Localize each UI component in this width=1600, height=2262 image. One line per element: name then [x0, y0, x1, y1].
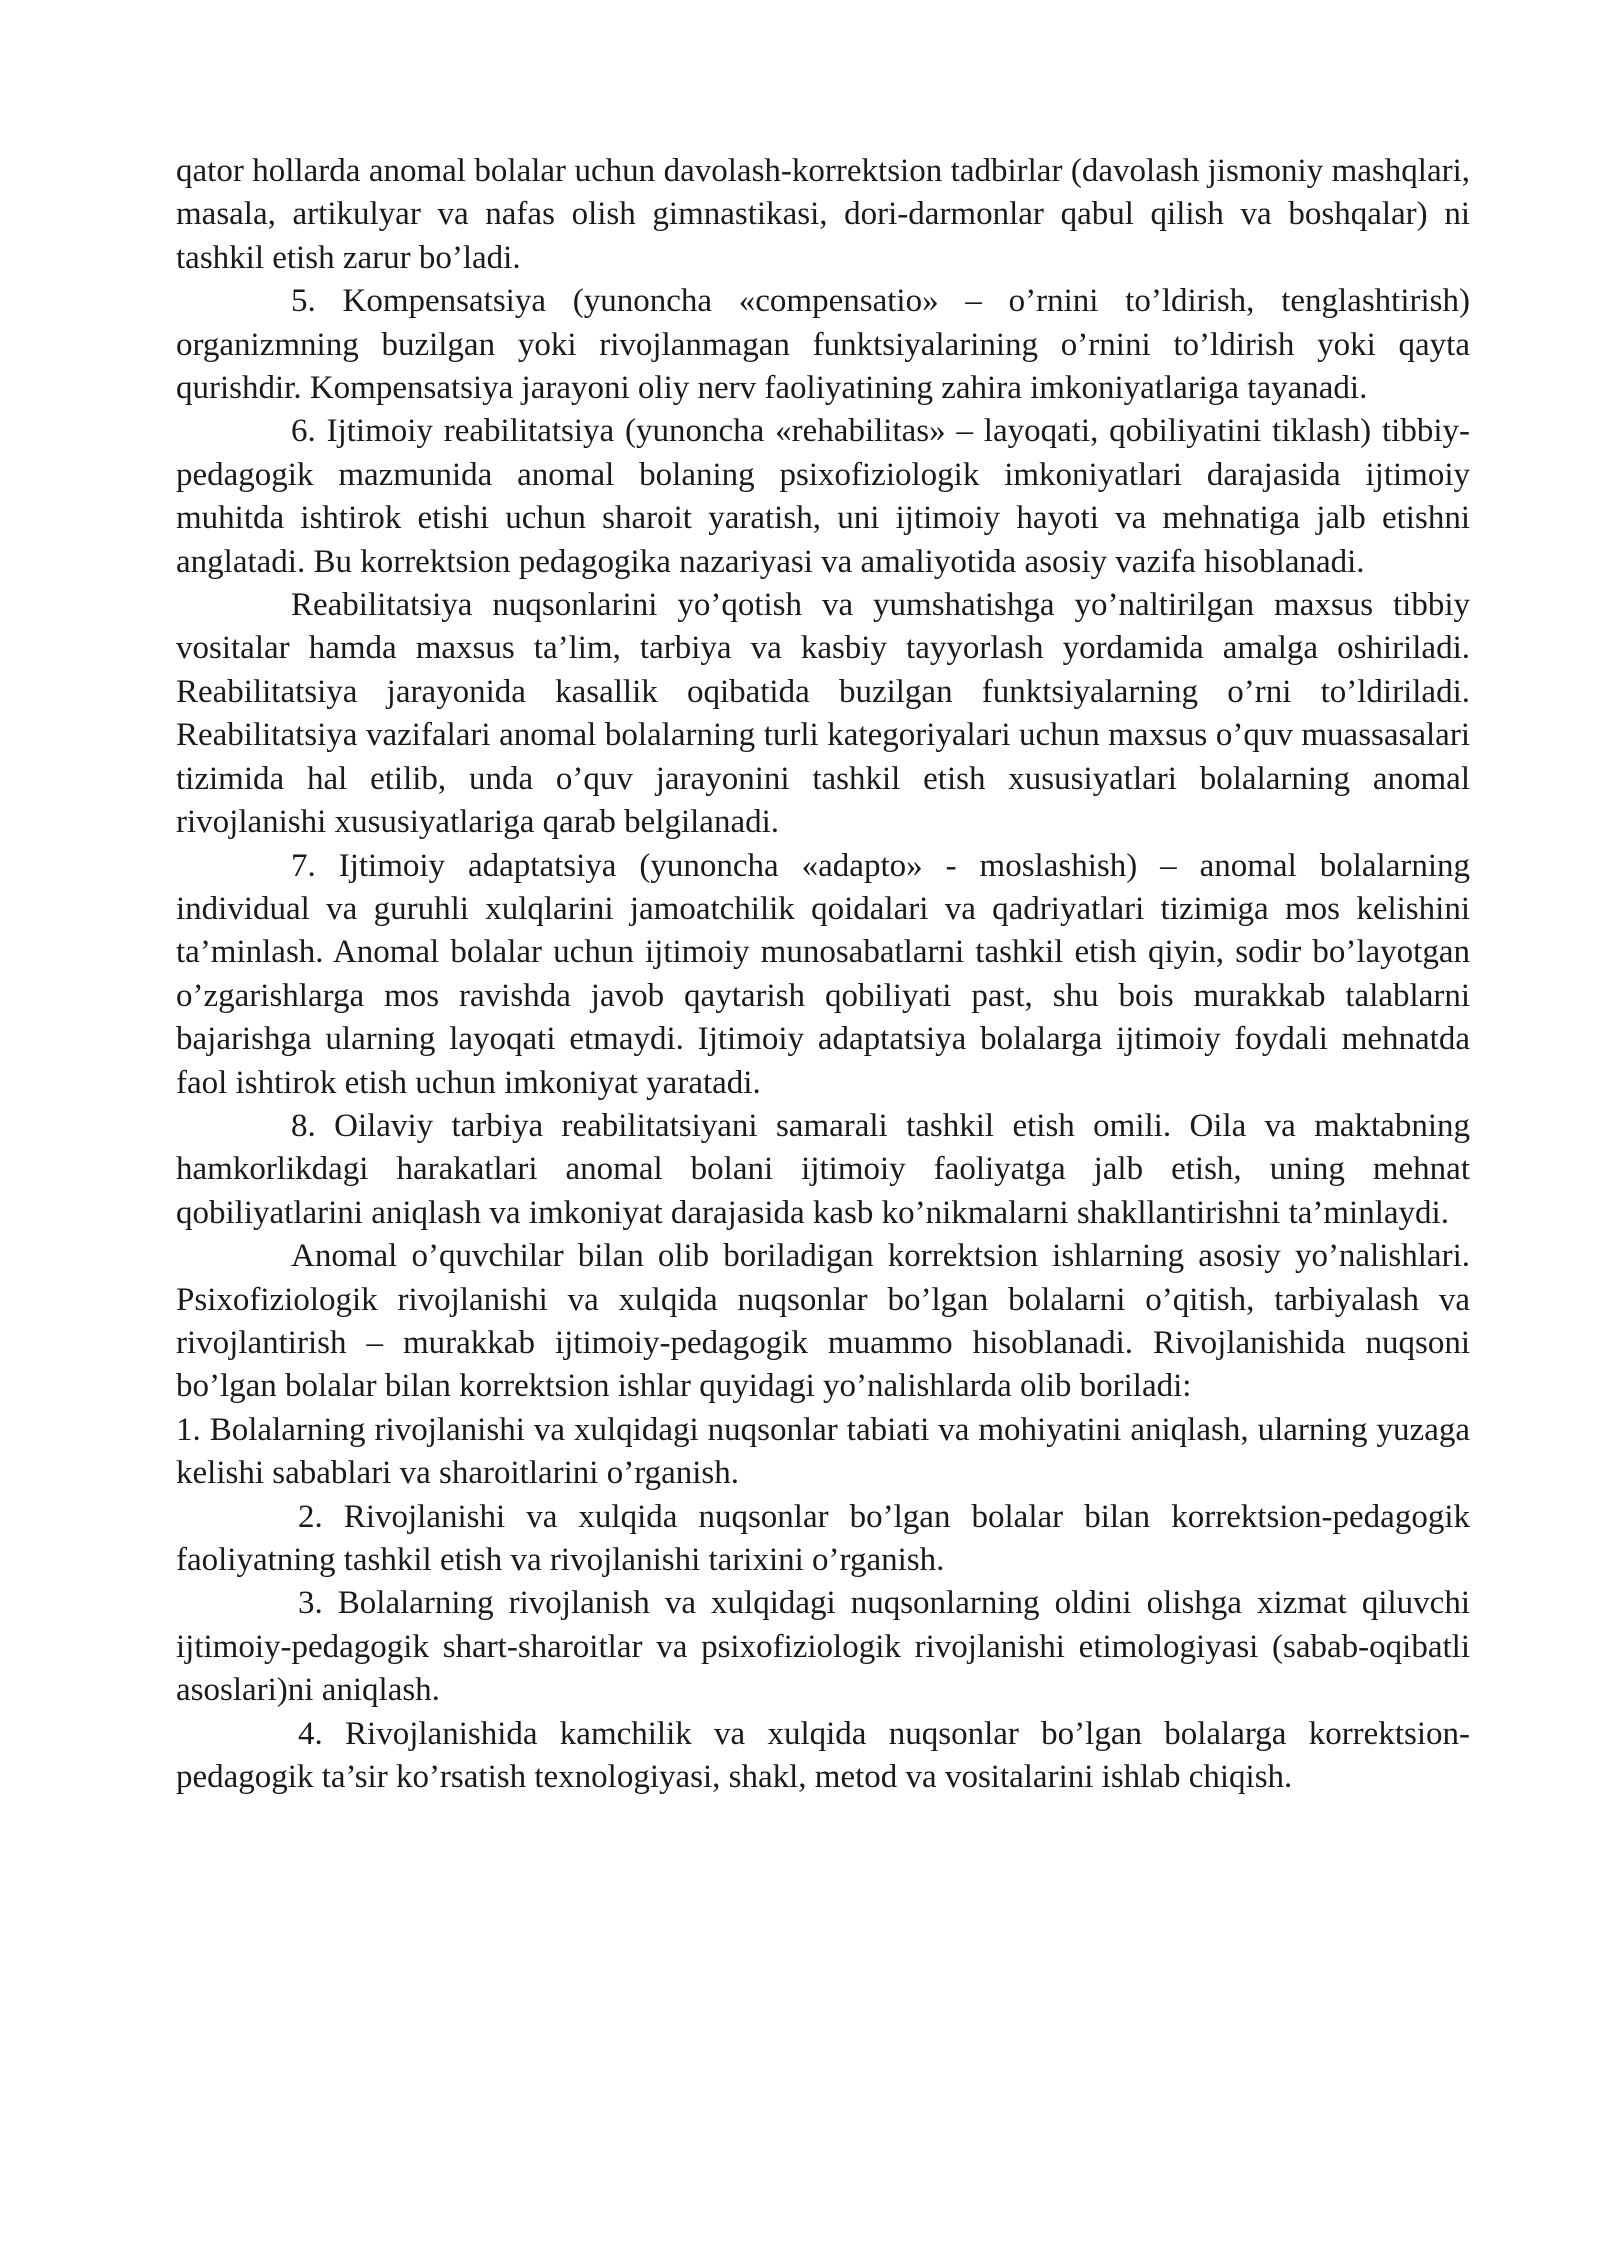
list-item-1: 1. Bolalarning rivojlanishi va xulqidagi nuqsonlar tabiati va mohiyatini aniqlash, ularning yuzaga kelishi sabablari va sharoitlarini o’rganish.	[176, 1411, 1470, 1492]
paragraph-social-adaptation: 7. Ijtimoiy adaptatsiya (yunoncha «adapto» - moslashish) – anomal bolalarning individual va guruhli xulqlarini jamoatchilik qoidalari va qadriyatlari tizimiga mos kelishini ta’minlash. Anomal bolalar uchun ijtimoiy munosabatlarni tashkil etish qiyin, sodir bo’layotgan o’zgarishlarga mos ravishda javob qaytarish qobiliyati past, shu bois murakkab talablarni bajarishga ularning layoqati etmaydi. Ijtimoiy adaptatsiya bolalarga ijtimoiy foydali mehnatda faol ishtirok etish uchun imkoniyat yaratadi.	[176, 847, 1470, 1101]
list-item-4: 4. Rivojlanishida kamchilik va xulqida nuqsonlar bo’lgan bolalarga korrektsion-pedagogik ta’sir ko’rsatish texnologiyasi, shakl, metod va vositalarini ishlab chiqish.	[176, 1715, 1470, 1796]
list-item-3: 3. Bolalarning rivojlanish va xulqidagi nuqsonlarning oldini olishga xizmat qiluvchi ijtimoiy-pedagogik shart-sharoitlar va psixofiziologik rivojlanishi etimologiyasi (sabab-oqibatli asoslari)ni aniqlash.	[176, 1585, 1470, 1709]
document-body	[176, 150, 1470, 1799]
paragraph-compensation: 5. Kompensatsiya (yunoncha «compensatio» – o’rnini to’ldirish, tenglashtirish) organizmning buzilgan yoki rivojlanmagan funktsiyalarining o’rnini to’ldirish yoki qayta qurishdir. Kompensatsiya jarayoni oliy nerv faoliyatining zahira imkoniyatlariga tayanadi.	[176, 283, 1470, 407]
paragraph-social-rehabilitation: 6. Ijtimoiy reabilitatsiya (yunoncha «rehabilitas» – layoqati, qobiliyatini tiklash) tibbiy-pedagogik mazmunida anomal bolaning psixofiziologik imkoniyatlari darajasida ijtimoiy muhitda ishtirok etishi uchun sharoit yaratish, uni ijtimoiy hayoti va mehnatiga jalb etishni anglatadi. Bu korrektsion pedagogika nazariyasi va amaliyotida asosiy vazifa hisoblanadi.	[176, 413, 1470, 580]
paragraph-continuation: qator hollarda anomal bolalar uchun davolash-korrektsion tadbirlar (davolash jismoniy mashqlari, masala, artikulyar va nafas olish gimnastikasi, dori-darmonlar qabul qilish va boshqalar) ni tashkil etish zarur bo’ladi.	[176, 153, 1470, 276]
paragraph-correction-directions: Anomal o’quvchilar bilan olib boriladigan korrektsion ishlarning asosiy yo’nalishlari. Psixofiziologik rivojlanishi va xulqida nuqsonlar bo’lgan bolalarni o’qitish, tarbiyalash va rivojlantirish – murakkab ijtimoiy-pedagogik muammo hisoblanadi. Rivojlanishida nuqsoni bo’lgan bolalar bilan korrektsion ishlar quyidagi yo’nalishlarda olib boriladi:	[176, 1238, 1470, 1405]
paragraph-family-upbringing: 8. Oilaviy tarbiya reabilitatsiyani samarali tashkil etish omili. Oila va maktabning hamkorlikdagi harakatlari anomal bolani ijtimoiy faoliyatga jalb etish, uning mehnat qobiliyatlarini aniqlash va imkoniyat darajasida kasb ko’nikmalarni shakllantirishni ta’minlaydi.	[176, 1107, 1470, 1231]
list-item-2: 2. Rivojlanishi va xulqida nuqsonlar bo’lgan bolalar bilan korrektsion-pedagogik faoliyatning tashkil etish va rivojlanishi tarixini o’rganish.	[176, 1498, 1470, 1578]
paragraph-rehabilitation-details: Reabilitatsiya nuqsonlarini yo’qotish va yumshatishga yo’naltirilgan maxsus tibbiy vositalar hamda maxsus ta’lim, tarbiya va kasbiy tayyorlash yordamida amalga oshiriladi. Reabilitatsiya jarayonida kasallik oqibatida buzilgan funktsiyalarning o’rni to’ldiriladi. Reabilitatsiya vazifalari anomal bolalarning turli kategoriyalari uchun maxsus o’quv muassasalari tizimida hal etilib, unda o’quv jarayonini tashkil etish xususiyatlari bolalarning anomal rivojlanishi xususiyatlariga qarab belgilanadi.	[176, 587, 1470, 841]
